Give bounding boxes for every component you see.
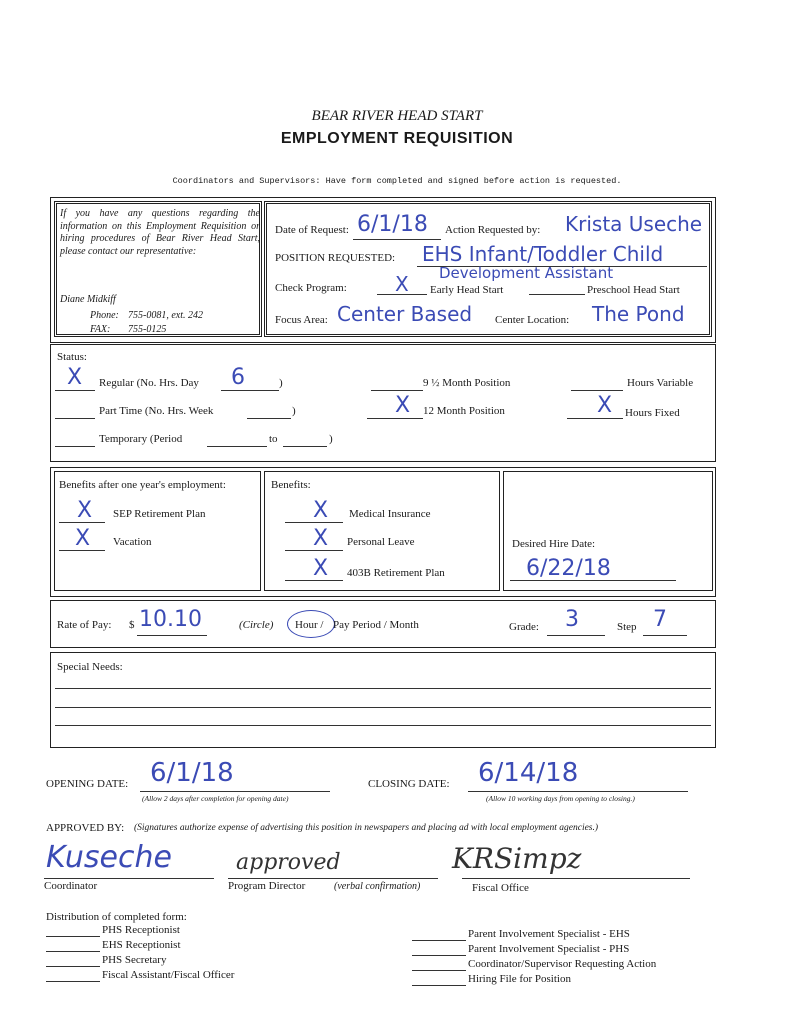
- benefits-after-year-label: Benefits after one year's employment:: [59, 479, 226, 491]
- twelve-month-label: 12 Month Position: [423, 405, 505, 417]
- hours-fixed-checkmark[interactable]: X: [597, 393, 613, 418]
- dist-check-line[interactable]: [412, 955, 466, 956]
- special-needs-section: [50, 652, 716, 748]
- vacation-label: Vacation: [113, 536, 152, 548]
- dist-parent-involvement-phs: Parent Involvement Specialist - PHS: [468, 943, 630, 955]
- plan-403b-checkmark[interactable]: X: [313, 556, 329, 581]
- dist-check-line[interactable]: [46, 936, 100, 937]
- fiscal-office-signature[interactable]: KRSimpz: [452, 842, 582, 875]
- twelve-month-checkmark[interactable]: X: [395, 393, 411, 418]
- personal-leave-checkmark[interactable]: X: [313, 526, 329, 551]
- dist-check-line[interactable]: [412, 970, 466, 971]
- special-needs-line-2[interactable]: [55, 707, 711, 708]
- dist-check-line[interactable]: [46, 966, 100, 967]
- part-time-check-line: [55, 418, 95, 419]
- closing-date-value[interactable]: 6/14/18: [478, 758, 579, 788]
- step-value[interactable]: 7: [653, 607, 667, 632]
- grade-value[interactable]: 3: [565, 607, 579, 632]
- step-label: Step: [617, 621, 637, 633]
- regular-hours-value[interactable]: 6: [231, 365, 245, 390]
- sep-check-line: [59, 522, 105, 523]
- contact-fax-label: FAX:: [90, 324, 111, 335]
- fiscal-sig-line: [462, 878, 690, 879]
- special-needs-line-3[interactable]: [55, 725, 711, 726]
- desired-hire-date-label: Desired Hire Date:: [512, 538, 596, 550]
- regular-close: ): [279, 377, 283, 389]
- vacation-check-line: [59, 550, 105, 551]
- focus-area-label: Focus Area:: [275, 314, 328, 326]
- program-director-label: Program Director: [228, 880, 306, 892]
- regular-label: Regular (No. Hrs. Day: [99, 377, 199, 389]
- hours-variable-check-line: [571, 390, 623, 391]
- dist-phs-receptionist: PHS Receptionist: [102, 924, 180, 936]
- dist-ehs-receptionist: EHS Receptionist: [102, 939, 181, 951]
- benefits-box: [264, 471, 500, 591]
- temporary-to-label: to: [269, 433, 278, 445]
- center-location-label: Center Location:: [495, 314, 570, 326]
- action-requested-label: Action Requested by:: [445, 224, 541, 236]
- contact-phone: 755-0081, ext. 242: [128, 310, 203, 321]
- coordinator-signature[interactable]: Kuseche: [46, 840, 172, 875]
- grade-line: [547, 635, 605, 636]
- desired-hire-date-value[interactable]: 6/22/18: [526, 556, 611, 581]
- sep-retirement-label: SEP Retirement Plan: [113, 508, 206, 520]
- temporary-to-line: [283, 446, 327, 447]
- grade-label: Grade:: [509, 621, 539, 633]
- hours-fixed-label: Hours Fixed: [625, 407, 680, 419]
- position-requested-value[interactable]: EHS Infant/Toddler Child: [422, 242, 664, 266]
- temporary-label: Temporary (Period: [99, 433, 183, 445]
- instruction-note: Coordinators and Supervisors: Have form completed and signed before action is requested.: [172, 176, 622, 186]
- closing-date-note: (Allow 10 working days from opening to closing.): [486, 794, 635, 803]
- dist-check-line[interactable]: [412, 940, 466, 941]
- temporary-from-line: [207, 446, 267, 447]
- regular-checkmark[interactable]: X: [67, 365, 83, 390]
- coordinator-label: Coordinator: [44, 880, 98, 892]
- medical-insurance-label: Medical Insurance: [349, 508, 431, 520]
- rate-line: [137, 635, 207, 636]
- medical-checkmark[interactable]: X: [313, 498, 329, 523]
- dist-check-line[interactable]: [46, 981, 100, 982]
- distribution-label: Distribution of completed form:: [46, 911, 187, 923]
- early-head-start-line: [377, 294, 427, 295]
- pay-period-month-options: Pay Period / Month: [333, 619, 419, 631]
- program-director-note: (verbal confirmation): [334, 881, 421, 892]
- dist-hiring-file: Hiring File for Position: [468, 973, 571, 985]
- rate-of-pay-label: Rate of Pay:: [57, 619, 112, 631]
- benefits-after-year-box: [54, 471, 261, 591]
- personal-leave-label: Personal Leave: [347, 536, 415, 548]
- dist-coordinator-supervisor: Coordinator/Supervisor Requesting Action: [468, 958, 657, 970]
- sep-checkmark[interactable]: X: [77, 498, 93, 523]
- temporary-check-line: [55, 446, 95, 447]
- preschool-line: [529, 294, 585, 295]
- contact-name: Diane Midkiff: [60, 294, 116, 305]
- personal-leave-check-line: [285, 550, 343, 551]
- dist-check-line[interactable]: [46, 951, 100, 952]
- part-time-label: Part Time (No. Hrs. Week: [99, 405, 214, 417]
- action-requested-value[interactable]: Krista Useche: [565, 212, 703, 236]
- opening-date-value[interactable]: 6/1/18: [150, 758, 234, 788]
- benefits-label: Benefits:: [271, 479, 311, 491]
- medical-check-line: [285, 522, 343, 523]
- plan-403b-check-line: [285, 580, 343, 581]
- director-signature[interactable]: approved: [236, 850, 341, 875]
- hour-option[interactable]: Hour /: [295, 619, 324, 631]
- organization-name: BEAR RIVER HEAD START: [311, 108, 483, 124]
- approved-by-label: APPROVED BY:: [46, 822, 125, 834]
- date-of-request-label: Date of Request:: [275, 224, 349, 236]
- nine-month-label: 9 ½ Month Position: [423, 377, 511, 389]
- rate-currency: $: [129, 619, 135, 631]
- position-requested-continued[interactable]: Development Assistant: [439, 264, 614, 282]
- vacation-checkmark[interactable]: X: [75, 526, 91, 551]
- part-time-close: ): [292, 405, 296, 417]
- coordinator-sig-line: [44, 878, 214, 879]
- contact-box: [54, 201, 262, 337]
- rate-of-pay-value[interactable]: 10.10: [139, 607, 202, 632]
- contact-text: If you have any questions regarding the information on this Employment Requisition or hiring procedures of Bear River Head Start, please contact our representative:: [60, 208, 260, 257]
- special-needs-label: Special Needs:: [57, 661, 123, 673]
- closing-date-line: [468, 791, 688, 792]
- opening-date-label: OPENING DATE:: [46, 778, 129, 790]
- request-section: [50, 197, 716, 343]
- early-head-start-checkmark[interactable]: X: [395, 272, 409, 296]
- contact-fax: 755-0125: [128, 324, 167, 335]
- fiscal-office-label: Fiscal Office: [472, 882, 529, 894]
- contact-phone-label: Phone:: [90, 310, 119, 321]
- status-label: Status:: [57, 351, 87, 363]
- pay-section: [50, 600, 716, 648]
- approved-by-note: (Signatures authorize expense of advertising this position in newspapers and placing ad with local employment agencies.): [134, 823, 599, 833]
- early-head-start-label: Early Head Start: [430, 284, 504, 296]
- form-title: EMPLOYMENT REQUISITION: [280, 130, 514, 147]
- step-line: [643, 635, 687, 636]
- position-requested-label: POSITION REQUESTED:: [275, 252, 396, 264]
- director-sig-line: [228, 878, 438, 879]
- check-program-label: Check Program:: [275, 282, 347, 294]
- circle-label: (Circle): [239, 619, 274, 631]
- closing-date-label: CLOSING DATE:: [368, 778, 450, 790]
- hours-fixed-check-line: [567, 418, 623, 419]
- dist-phs-secretary: PHS Secretary: [102, 954, 167, 966]
- benefits-section: [50, 467, 716, 597]
- special-needs-line-1[interactable]: [55, 688, 711, 689]
- status-section: [50, 344, 716, 462]
- regular-hours-line: [221, 390, 279, 391]
- date-of-request-value[interactable]: 6/1/18: [357, 212, 428, 237]
- dist-parent-involvement-ehs: Parent Involvement Specialist - EHS: [468, 928, 630, 940]
- twelve-month-check-line: [367, 418, 423, 419]
- nine-month-check-line: [371, 390, 423, 391]
- request-box: [264, 201, 712, 337]
- part-time-hours-line: [247, 418, 291, 419]
- date-of-request-line: [353, 239, 441, 240]
- dist-check-line[interactable]: [412, 985, 466, 986]
- preschool-head-start-label: Preschool Head Start: [587, 284, 680, 296]
- regular-check-line: [55, 390, 95, 391]
- dist-fiscal-assistant: Fiscal Assistant/Fiscal Officer: [102, 969, 235, 981]
- focus-area-value[interactable]: Center Based: [337, 302, 473, 326]
- hire-date-line: [510, 580, 676, 581]
- hours-variable-label: Hours Variable: [627, 377, 694, 389]
- temporary-close: ): [329, 433, 333, 445]
- center-location-value[interactable]: The Pond: [592, 302, 685, 326]
- hire-date-box: [503, 471, 713, 591]
- plan-403b-label: 403B Retirement Plan: [347, 567, 445, 579]
- opening-date-note: (Allow 2 days after completion for opening date): [142, 794, 289, 803]
- opening-date-line: [140, 791, 330, 792]
